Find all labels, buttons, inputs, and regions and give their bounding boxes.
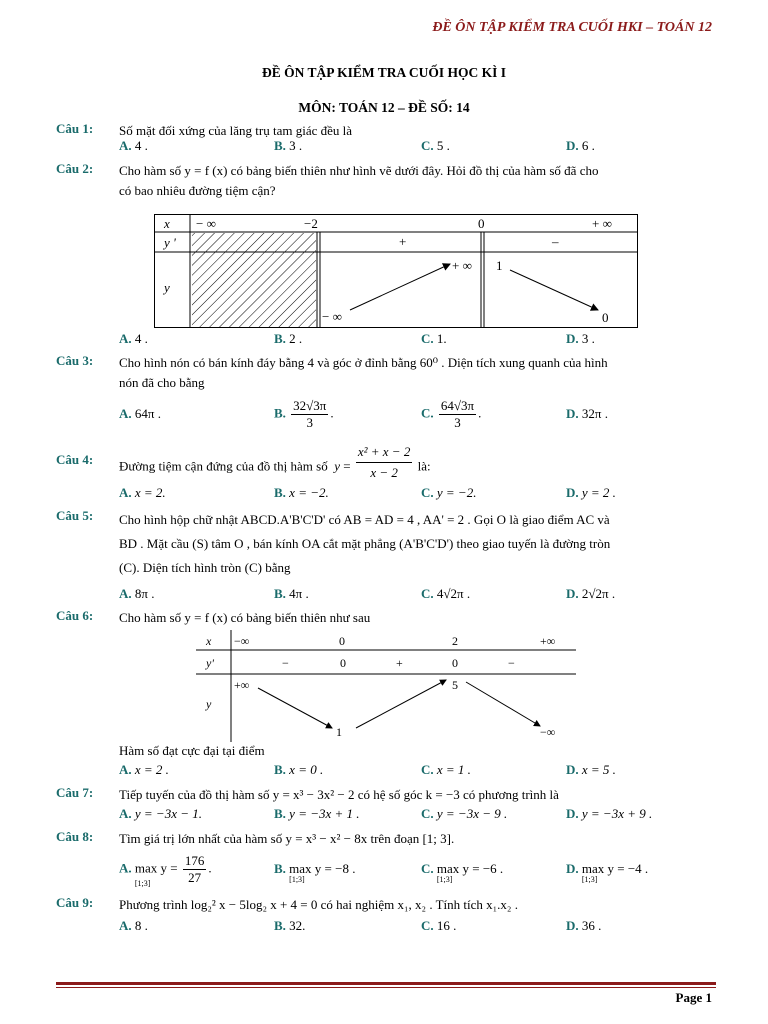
question-number: Câu 1: (56, 121, 94, 136)
question-number: Câu 7: (56, 785, 94, 800)
option-b: x = 0 . (289, 762, 324, 777)
option-a: y = −3x − 1. (134, 806, 202, 821)
y-val: 1 (496, 258, 503, 273)
question-number: Câu 9: (56, 895, 94, 910)
option-c: 16 . (436, 918, 457, 933)
option-b: y = −3x + 1 . (289, 806, 360, 821)
x-val: − ∞ (196, 216, 216, 231)
option-a: 8 . (134, 918, 148, 933)
question-text: Cho hàm số y = f (x) có bảng biến thiên như sau (119, 610, 371, 625)
sign: − (282, 656, 289, 670)
question-number: Câu 6: (56, 608, 94, 623)
question-text: Đường tiệm cận đứng của đồ thị hàm số y = $\frac{\text{x² + x − 2}}{x - 2}$ là: (119, 444, 431, 480)
exam-subtitle: MÔN: TOÁN 12 – ĐỀ SỐ: 14 (298, 100, 470, 115)
question-text: Cho hình nón có bán kính đáy bằng 4 và góc ở đỉnh bằng 60⁰ . Diện tích xung quanh của hình nón đã cho bằng (119, 355, 608, 390)
y-label: y (164, 280, 170, 295)
option-a: x = 2 . (134, 762, 169, 777)
question-text: Hàm số đạt cực đại tại điểm (119, 743, 265, 758)
page-number: Page 1 (675, 990, 712, 1005)
x-val: 0 (339, 634, 345, 648)
option-b: 2 . (289, 331, 303, 346)
question-number: Câu 3: (56, 353, 94, 368)
options: A. 64π . B. $\frac{32√3\pi}{3}$ . C. $\frac{64√3\pi}{3}$ . D. 32π . (119, 398, 608, 430)
x-val: 0 (478, 216, 485, 231)
option-b: 3 . (289, 138, 303, 153)
y-val: 0 (602, 310, 609, 325)
options: A. 8 . B. 32. C. 16 . D. 36 . (119, 918, 602, 933)
opt-letter: C. (421, 138, 434, 153)
question-number: Câu 8: (56, 829, 94, 844)
question-number: Câu 4: (56, 452, 94, 467)
sign: 0 (340, 656, 346, 670)
page-header: ĐỀ ÔN TẬP KIỂM TRA CUỐI HKI – TOÁN 12 (432, 20, 712, 35)
option-c: max y = −6 . [1;3] (436, 861, 504, 884)
increase-arrow (356, 680, 446, 728)
option-a: 8π . (134, 586, 155, 601)
y-val: 1 (336, 725, 342, 739)
sign: 0 (452, 656, 458, 670)
opt-letter: B. (274, 138, 286, 153)
option-b: 4π . (289, 586, 309, 601)
x-val: −2 (304, 216, 318, 231)
option-c: 5 . (436, 138, 450, 153)
increase-arrow (350, 264, 450, 310)
opt-letter: D. (566, 138, 579, 153)
option-b: 32. (289, 918, 306, 933)
yp-label: y' (206, 656, 214, 670)
options (119, 138, 719, 156)
question-text: Cho hình hộp chữ nhật ABCD.A'B'C'D' có AB = AD = 4 , AA' = 2 . Gọi O là giao điểm AC và BD . Mặt cầu (S) tâm O , bán kính OA cắt mặt phẳng (A'B'C'D') theo giao tuyến là đường tròn (C). Diện tích hình tròn (C) bằng (119, 512, 611, 575)
options: A. max y = $\frac{176}{27}$ . [1;3] B. max y = −8 . [1;3] C. max y = −6 . [1;3] D. max y = −4 . [1;3] (119, 853, 649, 888)
variation-table-2 (196, 630, 576, 742)
sign: − (508, 656, 515, 670)
question-number: Câu 2: (56, 161, 94, 176)
option-d: y = −3x + 9 . (581, 806, 653, 821)
decrease-arrow (258, 688, 332, 728)
option-d: 36 . (581, 918, 602, 933)
question-text: Tiếp tuyến của đồ thị hàm số y = x³ − 3x² − 2 có hệ số góc k = −3 có phương trình là (119, 787, 559, 802)
option-d: 3 . (581, 331, 595, 346)
option-c: y = −2. (436, 485, 477, 500)
option-b: max y = −8 . [1;3] (289, 861, 356, 884)
option-a: 4 . (134, 138, 148, 153)
option-d: y = 2 . (581, 485, 616, 500)
footer-divider (56, 982, 716, 985)
question-number: Câu 5: (56, 508, 94, 523)
x-val: + ∞ (592, 216, 612, 231)
option-a: 4 . (134, 331, 148, 346)
sign: – (552, 234, 559, 249)
y-val: + ∞ (452, 258, 472, 273)
decrease-arrow (510, 270, 598, 310)
opt-letter: A. (119, 138, 132, 153)
variation-table-1 (154, 214, 638, 328)
option-c: 4√2π . (436, 586, 471, 601)
decrease-arrow (466, 682, 540, 726)
option-b: $\frac{32√3\pi}{3}$ (293, 398, 327, 430)
x-val: +∞ (540, 634, 556, 648)
question-text: Số mặt đối xứng của lăng trụ tam giác đều là (119, 123, 353, 138)
option-b: x = −2. (289, 485, 329, 500)
question-text: Cho hàm số y = f (x) có bảng biến thiên như hình vẽ dưới đây. Hỏi đồ thị của hàm số đã cho có bao nhiêu đường tiệm cận? (119, 163, 599, 198)
option-d: 2√2π . (581, 586, 616, 601)
y-val: +∞ (234, 678, 250, 692)
option-d: 32π . (581, 406, 608, 421)
options: A. x = 2 . B. x = 0 . C. x = 1 . D. x = 5 . (119, 762, 616, 777)
yp-label: y ' (164, 235, 176, 250)
x-label: x (164, 216, 170, 231)
option-c: x = 1 . (436, 762, 471, 777)
option-c: y = −3x − 9 . (436, 806, 508, 821)
y-val: −∞ (540, 725, 556, 739)
option-a: max y = $\frac{176}{27}$ . [1;3] (134, 853, 212, 888)
options: A. y = −3x − 1. B. y = −3x + 1 . C. y = −3x − 9 . D. y = −3x + 9 . (119, 806, 653, 821)
question-text: Phương trình log₂² x − 5log₂ x + 4 = 0 có hai nghiệm x₁, x₂ . Tính tích x₁.x₂ . (119, 897, 518, 912)
option-d: max y = −4 . [1;3] (581, 861, 649, 884)
options: A. x = 2. B. x = −2. C. y = −2. D. y = 2 . (119, 485, 616, 500)
y-val: 5 (452, 678, 458, 692)
x-val: 2 (452, 634, 458, 648)
option-a: 64π . (134, 406, 161, 421)
option-c: 1. (436, 331, 447, 346)
option-a: x = 2. (134, 485, 166, 500)
question-text: Tìm giá trị lớn nhất của hàm số y = x³ − x² − 8x trên đoạn [1; 3]. (119, 831, 455, 846)
y-val: − ∞ (322, 309, 342, 324)
footer-divider (56, 987, 716, 988)
sign: + (396, 656, 403, 670)
option-d: x = 5 . (581, 762, 616, 777)
sign: + (399, 234, 407, 249)
options: A. 8π . B. 4π . C. 4√2π . D. 2√2π . (119, 586, 616, 601)
x-val: −∞ (234, 634, 250, 648)
option-d: 6 . (581, 138, 595, 153)
option-c: $\frac{64√3\pi}{3}$ (440, 398, 475, 430)
x-label: x (206, 634, 212, 648)
y-label: y (206, 697, 212, 711)
exam-title: ĐỀ ÔN TẬP KIỂM TRA CUỐI HỌC KÌ I (261, 65, 507, 80)
